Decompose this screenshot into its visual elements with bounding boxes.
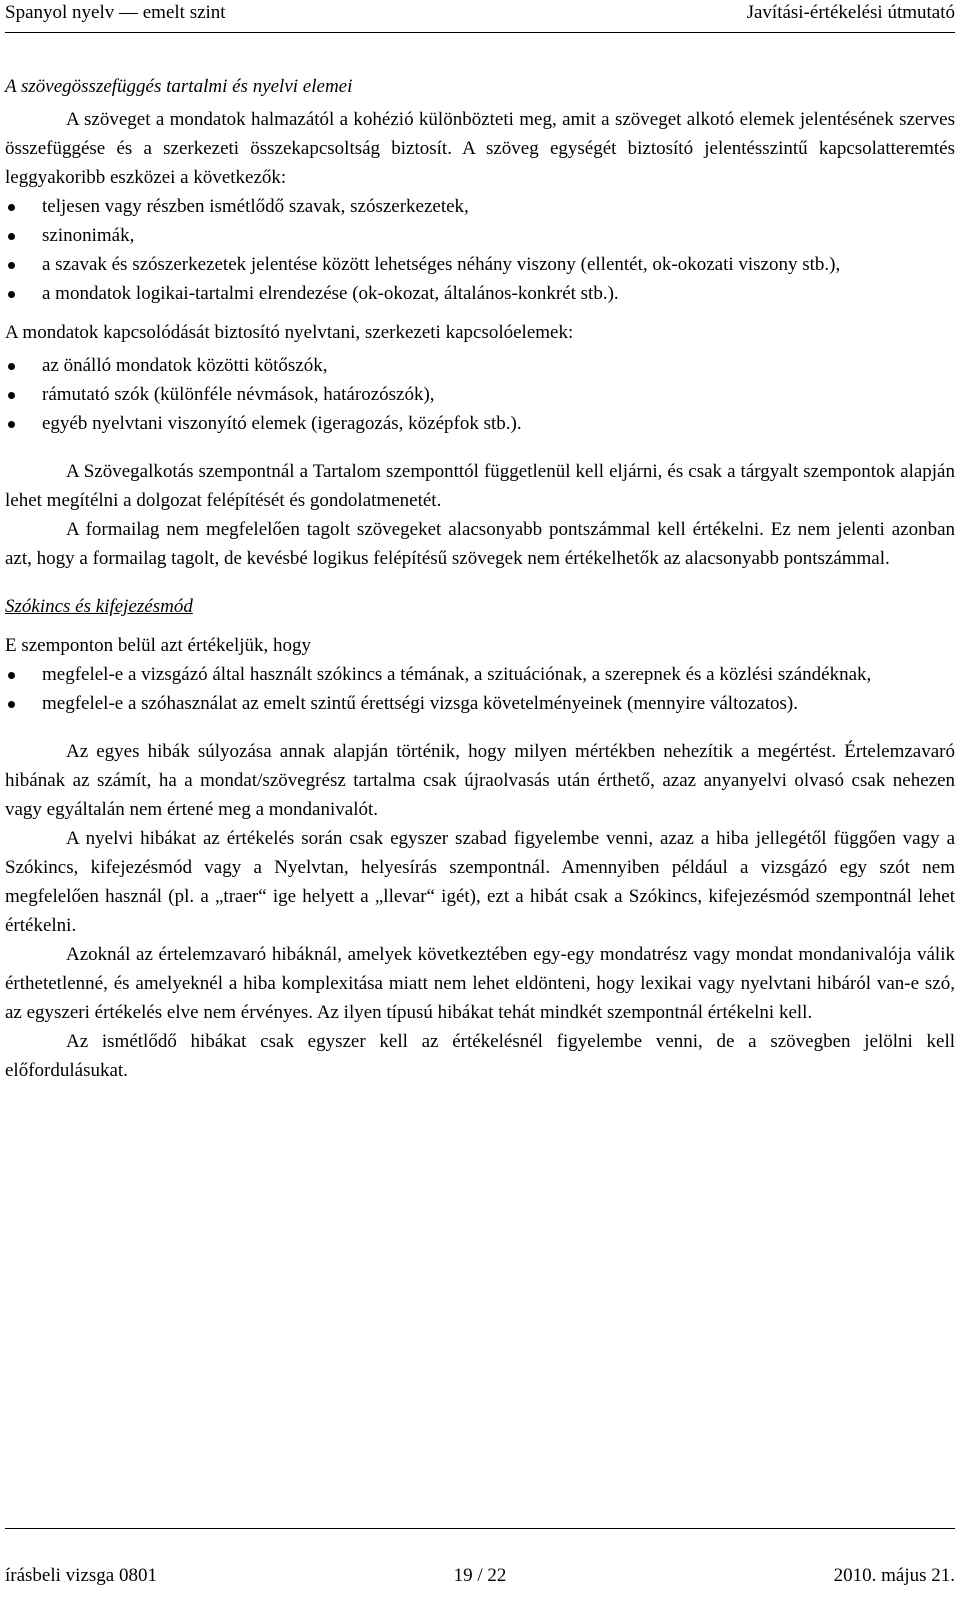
bullet-list-vocabulary: [5, 660, 955, 718]
footer-exam-code: írásbeli vizsga 0801: [5, 1565, 157, 1586]
paragraph-text-composition: A Szövegalkotás szempontnál a Tartalom szemponttól függetlenül kell eljárni, és csak a tárgyalt szempontok alapján lehet megítélni a dolgozat felépítését és gondolatmenetét.: [5, 461, 955, 511]
list-item: a szavak és szószerkezetek jelentése között lehetséges néhány viszony (ellentét, ok-okozati viszony stb.),: [5, 250, 955, 279]
list-item: rámutató szók (különféle névmások, határozószók),: [5, 380, 955, 409]
header-doc-type: Javítási-értékelési útmutató: [746, 2, 955, 23]
header-subject: Spanyol nyelv — emelt szint: [5, 2, 226, 23]
list-item: egyéb nyelvtani viszonyító elemek (igeragozás, középfok stb.).: [5, 409, 955, 438]
paragraph-connectors-lead: A mondatok kapcsolódását biztosító nyelvtani, szerkezeti kapcsolóelemek:: [5, 322, 574, 343]
bullet-list-lexical: [5, 192, 955, 308]
paragraph-error-once: A nyelvi hibákat az értékelés során csak egyszer szabad figyelembe venni, azaz a hiba jellegétől függően vagy a Szókincs, kifejezésmód vagy a Nyelvtan, helyesírás szempontnál. Amennyiben például a vizsgázó egy szót nem megfelelően használ (pl. a „traer“ ige helyett a „llevar“ igét), ezt a hibát csak a Szókincs, kifejezésmód szempontnál lehet értékelni.: [5, 828, 955, 936]
section-title-vocabulary: Szókincs és kifejezésmód: [5, 596, 193, 617]
page-header: [5, 2, 955, 33]
list-item: megfelel-e a szóhasználat az emelt szintű érettségi vizsga követelményeinek (mennyire változatos).: [5, 689, 955, 718]
list-item: megfelel-e a vizsgázó által használt szókincs a témának, a szituációnak, a szerepnek és a közlési szándéknak,: [5, 660, 955, 689]
paragraph-vocabulary-lead: E szemponton belül azt értékeljük, hogy: [5, 635, 312, 656]
page-footer: [5, 1528, 955, 1589]
list-item: az önálló mondatok közötti kötőszók,: [5, 351, 955, 380]
list-item: teljesen vagy részben ismétlődő szavak, szószerkezetek,: [5, 192, 955, 221]
footer-page-number: 19 / 22: [453, 1565, 507, 1586]
page-content: [5, 72, 955, 1085]
bullet-list-connectors: [5, 351, 955, 438]
footer-date: 2010. május 21.: [833, 1565, 955, 1586]
paragraph-repeated-errors: Az ismétlődő hibákat csak egyszer kell az értékelésnél figyelembe venni, de a szövegben jelölni kell előfordulásukat.: [5, 1031, 955, 1081]
list-item: a mondatok logikai-tartalmi elrendezése (ok-okozat, általános-konkrét stb.).: [5, 279, 955, 308]
paragraph-error-weighting: Az egyes hibák súlyozása annak alapján történik, hogy milyen mértékben nehezítik a megértést. Értelemzavaró hibának az számít, ha a mondat/szövegrész tartalma csak újraolvasás után érthető, azaz anyanyelvi olvasó csak nehezen vagy egyáltalán nem értené meg a mondanivalót.: [5, 741, 955, 820]
list-item: szinonimák,: [5, 221, 955, 250]
section-title-cohesion: A szövegösszefüggés tartalmi és nyelvi elemei: [5, 76, 353, 97]
paragraph-confusing-errors: Azoknál az értelemzavaró hibáknál, amelyek következtében egy-egy mondatrész vagy mondat mondanivalója válik érthetetlenné, és amelyeknél a hiba komplexitása miatt nem lehet eldönteni, hogy lexikai vagy nyelvtani hibáról van-e szó, az egyszeri értékelés elve nem érvényes. Az ilyen típusú hibákat tehát mindkét szempontnál értékelni kell.: [5, 944, 955, 1023]
paragraph-intro: A szöveget a mondatok halmazától a kohézió különbözteti meg, amit a szöveget alkotó elemek jelentésének szerves összefüggése és a szerkezeti összekapcsoltság biztosít. A szöveg egységét biztosító jelentésszintű kapcsolatteremtés leggyakoribb eszközei a következők:: [5, 109, 955, 188]
paragraph-formatting: A formailag nem megfelelően tagolt szövegeket alacsonyabb pontszámmal kell értékelni. Ez nem jelenti azonban azt, hogy a formailag tagolt, de kevésbé logikus felépítésű szövegek nem értékelhetők az alacsonyabb pontszámmal.: [5, 519, 955, 569]
